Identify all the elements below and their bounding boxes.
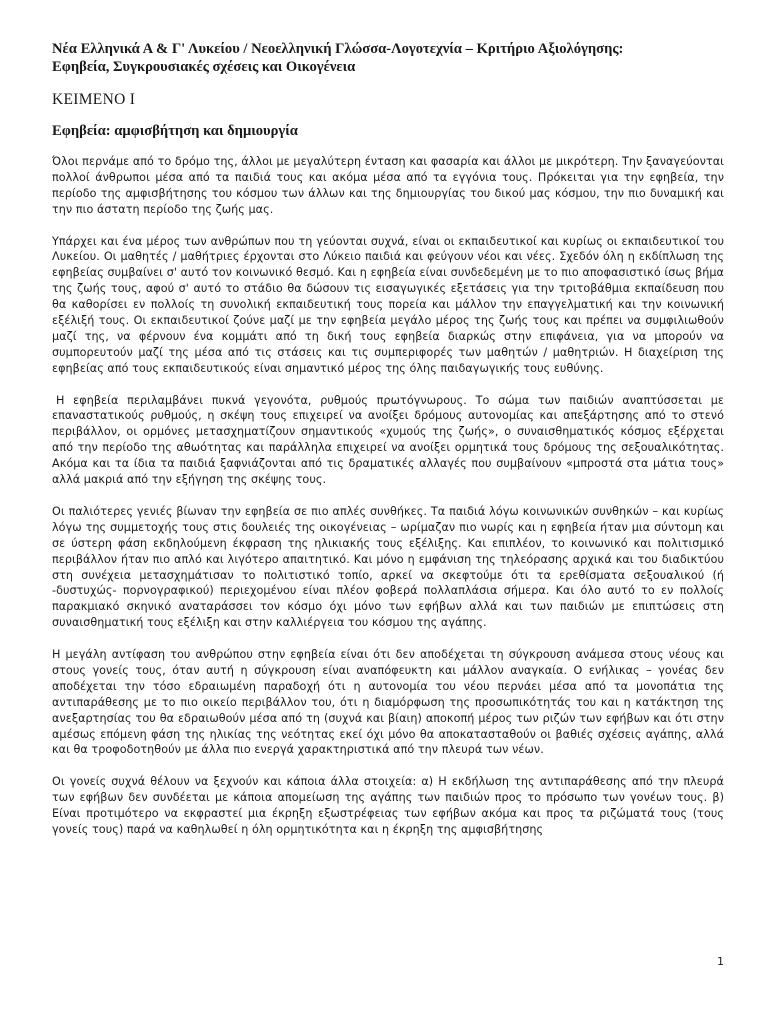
paragraph-4: Οι παλιότερες γενιές βίωναν την εφηβεία σε πιο απλές συνθήκες. Τα παιδιά λόγω κοινωνικών συνθηκών – και κυρίως λόγω της συμμετοχής τους στις δουλειές της οικογένειας – ωρίμαζαν πιο νωρίς και η εφηβεία ήταν μια σύντομη και σε ύστερη φάση εκδηλούμενη έκφραση της ηλικιακής τους εξέλιξης. Και επιπλέον, το κοινωνικό και πολιτισμικό περιβάλλον ήταν πιο απλό και λιγότερο απαιτητικό. Και μόνο η εμφάνιση της τηλεόρασης αρχικά και του διαδικτύου στη συνέχεια μετασχημάτισαν το πολιτιστικό τοπίο, αρκεί να σκεφτούμε ότι τα ερεθίσματα σεξουαλικού (ή -δυστυχώς- πορνογραφικού) περιεχομένου είναι πλέον φοβερά πολλαπλάσια σήμερα. Και όλο αυτό το εν πολλοίς παρακμιακό σκηνικό αναταράσσει τον κόσμο όχι μόνο των εφήβων αλλά και των παιδιών με επιπτώσεις στη συναισθηματική τους εξέλιξη και στην καλλιέργεια του κόσμου της αγάπης. — [52, 504, 724, 630]
document-page — [52, 40, 724, 854]
document-title — [52, 40, 724, 76]
section-heading: ΚΕΙΜΕΝΟ Ι — [52, 91, 136, 108]
paragraph-5: Η μεγάλη αντίφαση του ανθρώπου στην εφηβεία είναι ότι δεν αποδέχεται τη σύγκρουση ανάμεσα στους νέους και στους γονείς τους, όταν αυτή η σύγκρουση είναι αναπόφευκτη και μάλλον αναγκαία. Ο ενήλικας – γονέας δεν αποδέχεται την τόσο εδραιωμένη παραδοχή ότι η αυτονομία του νέου περνάει μέσα από τα μονοπάτια της αντιπαράθεσης με το πιο οικείο περιβάλλον του, ότι η διαμόρφωση της προσωπικότητάς του και η κατάκτηση της ανεξαρτησίας του θα εδραιωθούν μέσα από τη (συχνά και βίαιη) αποκοπή μέρος των ριζών των εφήβων και ότι στην αμέσως επόμενη φάση της ηλικίας της νεότητας εκεί όχι μόνο θα αποκατασταθούν οι βαθιές σχέσεις αγάπης, αλλά και θα τροφοδοτηθούν με άλλα πιο ενεργά χαρακτηριστικά από την πλευρά των νέων. — [52, 648, 724, 757]
page-number: 1 — [717, 955, 724, 968]
paragraph-2: Υπάρχει και ένα μέρος των ανθρώπων που τη γεύονται συχνά, είναι οι εκπαιδευτικοί και κυρίως οι εκπαιδευτικοί του Λυκείου. Οι μαθητές / μαθήτριες έρχονται στο Λύκειο παιδιά και φεύγουν νέοι και νέες. Σχεδόν όλη η εκδίπλωση της εφηβείας συμβαίνει σ' αυτό τον κοινωνικό θεσμό. Και η εφηβεία είναι συνδεδεμένη με το πιο αποφασιστικό ίσως βήμα της ζωής τους, αφού σ' αυτό το στάδιο θα δώσουν τις εισαγωγικές εξετάσεις για την τριτοβάθμια εκπαίδευση που θα καθορίσει εν πολλοίς τη συνολική εκπαιδευτική τους πορεία και μάλλον την επαγγελματική και την κοινωνική εξέλιξή τους. Οι εκπαιδευτικοί ζούνε μαζί με την εφηβεία μεγάλο μέρος της ζωής τους και πρέπει να συμφιλιωθούν μαζί της, να φέρνουν ένα κομμάτι από τη δική τους εφηβεία διαρκώς στην επιφάνεια, για να μπορούν να συμπορευτούν μαζί της μέσα από τις στάσεις και τις συμπεριφορές των μαθητών / μαθητριών. Η διαχείριση της εφηβείας από τους εκπαιδευτικούς είναι σημαντικό μέρος της όλης παιδαγωγικής τους ευθύνης. — [52, 234, 724, 375]
paragraph-6: Οι γονείς συχνά θέλουν να ξεχνούν και κάποια άλλα στοιχεία: α) Η εκδήλωση της αντιπαράθεσης από την πλευρά των εφήβων δεν συνδέεται με κάποια απομείωση της αγάπης των παιδιών προς το πρόσωπο των γονέων τους. β) Είναι προτιμότερο να εκφραστεί μια έκρηξη εξωστρέφειας των εφήβων ακόμα και προς τα ριζώματά τους (τους γονείς τους) παρά να καθηλωθεί η όλη ορμητικότητα και η έκρηξη της αμφισβήτησης — [52, 775, 724, 836]
title-line-2: Εφηβεία, Συγκρουσιακές σχέσεις και Οικογένεια — [52, 59, 356, 75]
text-title: Εφηβεία: αμφισβήτηση και δημιουργία — [52, 123, 298, 139]
title-line-1: Νέα Ελληνικά Α & Γ' Λυκείου / Νεοελληνική Γλώσσα-Λογοτεχνία – Κριτήριο Αξιολόγησης: — [52, 41, 624, 57]
paragraph-3: Η εφηβεία περιλαμβάνει πυκνά γεγονότα, ρυθμούς πρωτόγνωρους. Το σώμα των παιδιών αναπτύσσεται με επαναστατικούς ρυθμούς, η σκέψη τους επιχειρεί να ανοίξει δρόμους αυτονομίας και απεξάρτησης από το στενό περιβάλλον, οι ορμόνες μετασχηματίζουν σημαντικούς «χυμούς της ζωής», ο συναισθηματικός κόσμος εξέρχεται από την περίοδο της αθωότητας και παράλληλα επιχειρεί να ανοίξει ορμητικά τους δρόμους της σεξουαλικότητας. Ακόμα και τα ίδια τα παιδιά ξαφνιάζονται από τις δραματικές αλλαγές που συμβαίνουν «μπροστά στα μάτια τους» αλλά μακριά από την εξήγηση της σκέψης τους. — [52, 393, 724, 487]
paragraph-1: Όλοι περνάμε από το δρόμο της, άλλοι με μεγαλύτερη ένταση και φασαρία και άλλοι με μικρότερη. Την ξαναγεύονται πολλοί άνθρωποι μέσα από τα παιδιά τους και ακόμα μέσα από τα εγγόνια τους. Πρόκειται για την εφηβεία, την περίοδο της αμφισβήτησης του κόσμου των άλλων και της δημιουργίας του δικού μας κόσμου, την πιο δυναμική και την πιο άστατη περίοδο της ζωής μας. — [52, 155, 724, 216]
